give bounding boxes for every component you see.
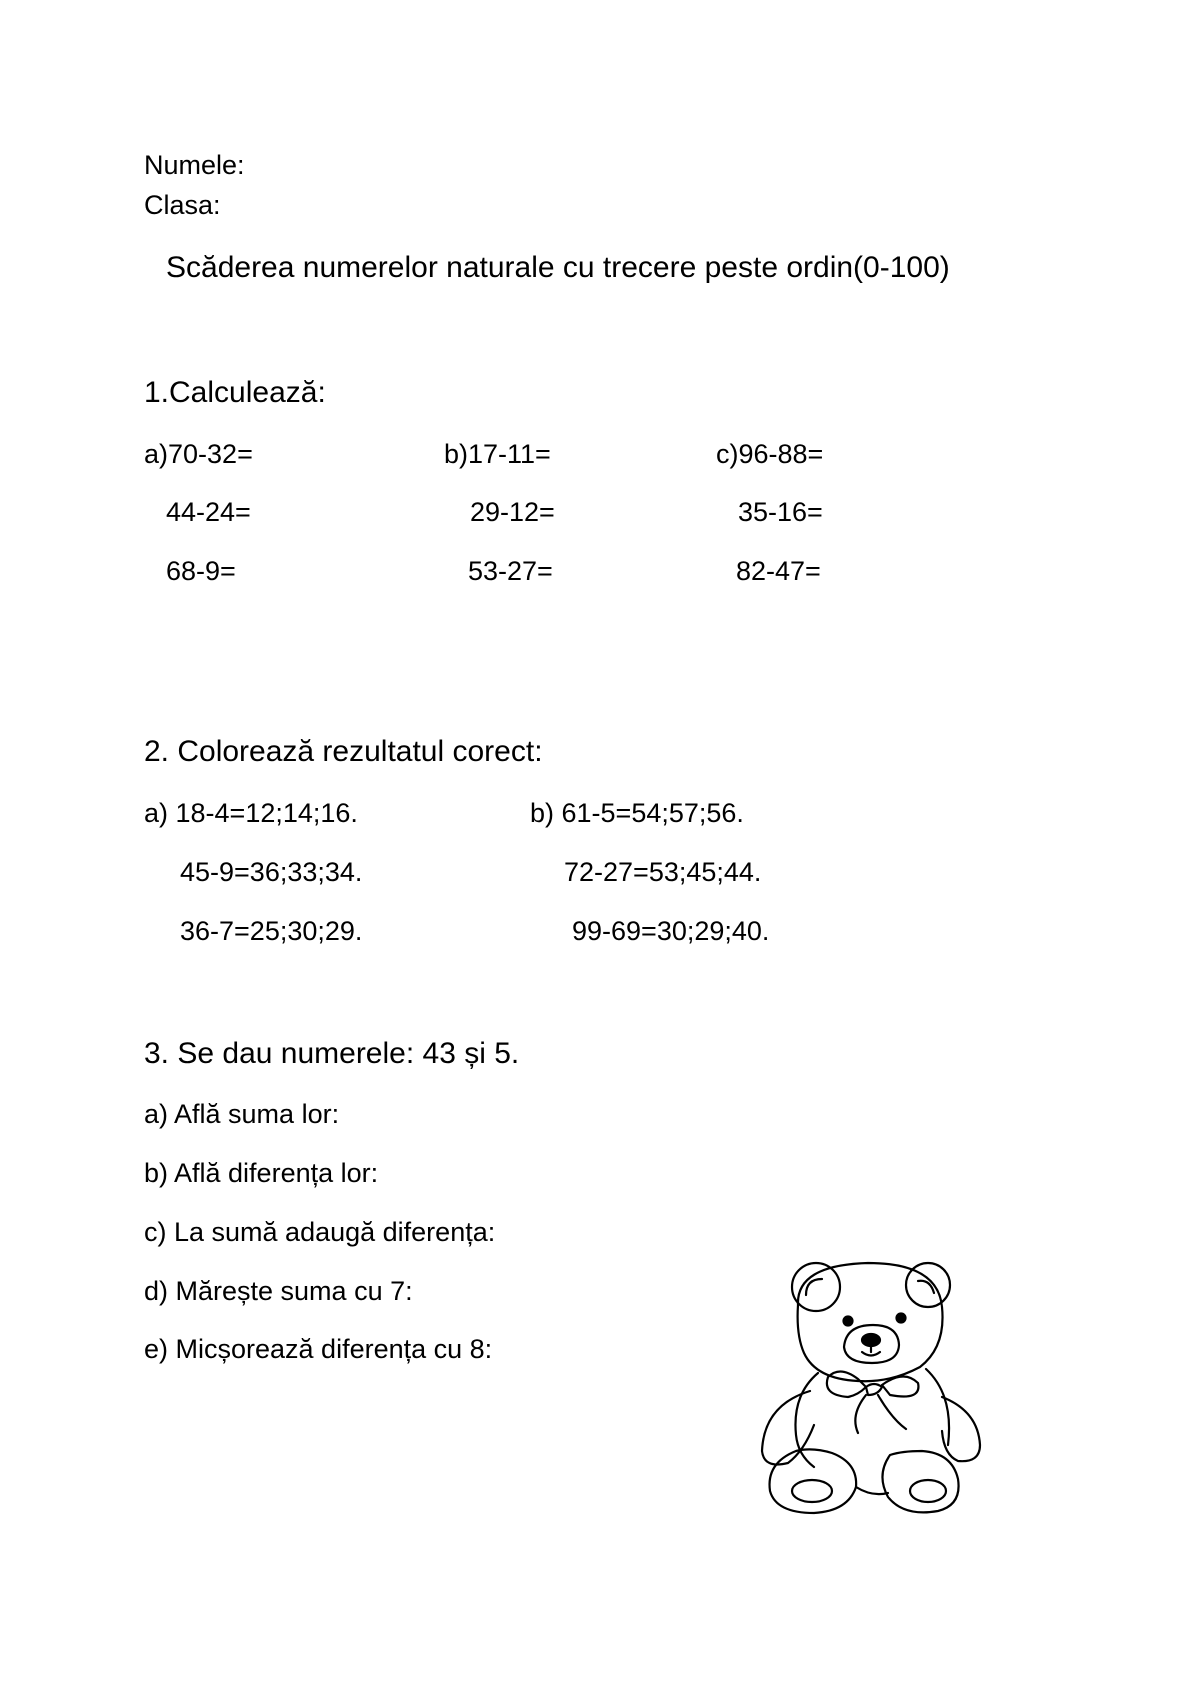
ex3-item: e) Micșorează diferența cu 8: bbox=[144, 1334, 493, 1364]
class-label: Clasa: bbox=[144, 190, 221, 220]
ex2-item: 99-69=30;29;40. bbox=[572, 916, 770, 946]
exercise-2-heading: 2. Colorează rezultatul corect: bbox=[144, 735, 543, 768]
ex2-item: b) 61-5=54;57;56. bbox=[530, 798, 744, 828]
ex1-item: 53-27= bbox=[468, 556, 553, 586]
name-label: Numele: bbox=[144, 150, 245, 180]
ex3-item: a) Află suma lor: bbox=[144, 1099, 340, 1129]
ex3-item: d) Mărește suma cu 7: bbox=[144, 1276, 413, 1306]
ex2-item: 45-9=36;33;34. bbox=[180, 857, 363, 887]
ex2-item: 72-27=53;45;44. bbox=[564, 857, 762, 887]
exercise-1-heading: 1.Calculează: bbox=[144, 376, 326, 409]
ex1-item: 29-12= bbox=[470, 497, 555, 527]
ex1-item: a)70-32= bbox=[144, 439, 253, 469]
ex1-item: 35-16= bbox=[738, 497, 823, 527]
ex1-item: b)17-11= bbox=[444, 439, 551, 469]
exercise-3-heading: 3. Se dau numerele: 43 și 5. bbox=[144, 1037, 520, 1070]
ex1-item: 68-9= bbox=[166, 556, 236, 586]
ex2-item: a) 18-4=12;14;16. bbox=[144, 798, 358, 828]
ex1-item: 44-24= bbox=[166, 497, 251, 527]
page-title: Scăderea numerelor naturale cu trecere peste ordin(0-100) bbox=[166, 251, 950, 284]
ex2-item: 36-7=25;30;29. bbox=[180, 916, 363, 946]
ex1-item: c)96-88= bbox=[716, 439, 824, 469]
ex1-item: 82-47= bbox=[736, 556, 821, 586]
ex3-item: c) La sumă adaugă diferența: bbox=[144, 1217, 496, 1247]
ex3-item: b) Află diferența lor: bbox=[144, 1158, 379, 1188]
teddy-bear-icon bbox=[758, 1255, 1003, 1515]
